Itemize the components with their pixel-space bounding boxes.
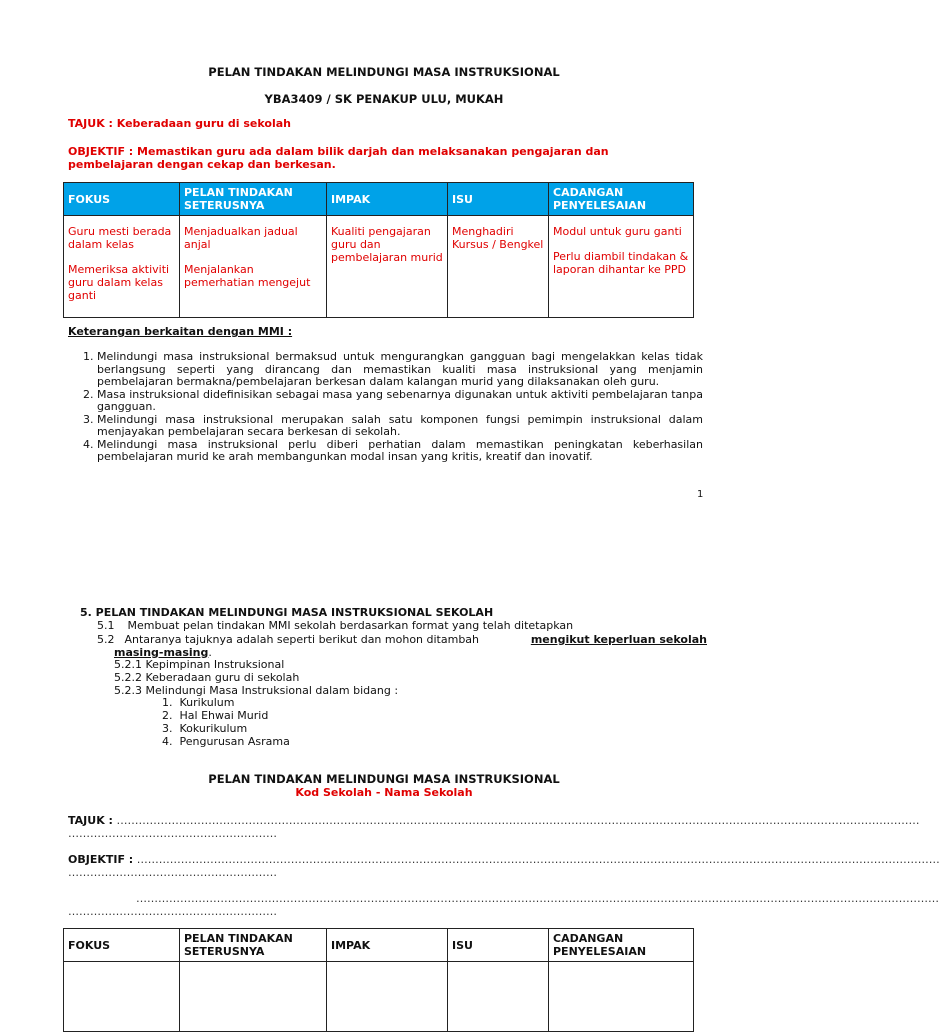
section-heading: 5. PELAN TINDAKAN MELINDUNGI MASA INSTRUKSIONAL SEKOLAH [80,606,494,619]
fokus-item: Guru mesti berada dalam kelas [68,225,172,251]
objektif-label: OBJEKTIF : [68,853,134,866]
bidang-list [162,696,290,748]
header-pelan: PELAN TINDAKAN SETERUSNYA [180,929,327,962]
table-row [64,962,694,1032]
sub-item: 5.2.3 Melindungi Masa Instruksional dalam bidang : [114,684,399,697]
item-5-2-text: Antaranya tajuknya adalah seperti berikut dan mohon ditambah [124,633,480,646]
sub-item: 5.2.2 Keberadaan guru di sekolah [114,671,300,684]
sub-item: 5.2.1 Kepimpinan Instruksional [114,658,285,671]
empty-cell[interactable] [64,962,180,1032]
list-item: 2. Hal Ehwai Murid [162,709,269,722]
empty-cell[interactable] [180,962,327,1032]
objektif-dots-3: ………………………………………………………………………………………………………………………………………………………………………………………………… [136,892,939,905]
item-5-1 [97,619,573,632]
item-5-2-emphasis-2: masing-masing [114,646,209,659]
list-item: 3. Kokurikulum [162,722,248,735]
item-5-1-number: 5.1 [97,619,115,632]
objektif-dots-2: ………………………………………………… [68,866,277,879]
header-fokus: FOKUS [64,183,180,216]
empty-cell[interactable] [448,962,549,1032]
objektif-line-1: OBJEKTIF : Memastikan guru ada dalam bilik darjah dan melaksanakan pengajaran dan [68,145,609,158]
cell-fokus [64,216,180,318]
list-item: 4. Melindungi masa instruksional perlu diberi perhatian dalam memastikan peningkatan keberhasilan pembelajaran murid ke arah membangunkan modal insan yang kritis, kreatif dan inovatif. [97,439,703,464]
cell-isu [448,216,549,318]
blank-action-plan-table [63,928,694,1032]
cadangan-item: Perlu diambil tindakan & laporan dihantar ke PPD [553,250,689,276]
item-5-2-number: 5.2 [97,633,115,646]
header-cadangan: CADANGAN PENYELESAIAN [549,183,694,216]
page-number: 1 [697,489,704,500]
isu-item: Menghadiri Kursus / Bengkel [452,225,544,251]
item-5-2-emphasis-1: mengikut keperluan sekolah [530,633,707,646]
impak-item: Kualiti pengajaran guru dan pembelajaran murid [331,225,443,264]
sub-items [114,658,398,697]
header-cadangan: CADANGAN PENYELESAIAN [549,929,694,962]
objektif-dots-4: ………………………………………………… [68,905,277,918]
tajuk-field [68,814,920,840]
header-pelan: PELAN TINDAKAN SETERUSNYA [180,183,327,216]
cell-pelan [180,216,327,318]
objektif-field [68,853,940,879]
notes-list-container [75,351,703,464]
document-title: PELAN TINDAKAN MELINDUNGI MASA INSTRUKSIONAL [208,65,560,79]
school-name: YBA3409 / SK PENAKUP ULU, MUKAH [264,92,504,106]
table-header-row [64,183,694,216]
list-item: 2. Masa instruksional didefinisikan sebagai masa yang sebenarnya digunakan untuk aktiviti pembelajaran tanpa gangguan. [97,389,703,414]
tajuk-label: TAJUK : [68,814,113,827]
header-isu: ISU [448,929,549,962]
tajuk-line: TAJUK : Keberadaan guru di sekolah [68,117,291,130]
item-5-1-text: Membuat pelan tindakan MMI sekolah berdasarkan format yang telah ditetapkan [127,619,574,632]
header-impak: IMPAK [327,929,448,962]
table-row [64,216,694,318]
cell-impak [327,216,448,318]
list-item: 1. Melindungi masa instruksional bermaksud untuk mengurangkan gangguan bagi mengelakkan kelas tidak berlangsung seperti yang dirancang dan memastikan kualiti masa instruksional yang menjamin pembelajaran bermakna/pembelajaran berkesan dalam kalangan murid yang dilaksanakan oleh guru. [97,351,703,389]
header-isu: ISU [448,183,549,216]
objektif-dots: ………………………………………………………………………………………………………………………………………………………………………………………………… [136,853,940,866]
list-item: 3. Melindungi masa instruksional merupakan salah satu komponen fungsi pemimpin instruksional dalam menjayakan pembelajaran secara berkesan di sekolah. [97,414,703,439]
objektif-block [68,145,609,171]
notes-list [75,351,703,464]
item-5-2-tail: . [208,646,212,659]
list-item: 1. Kurikulum [162,696,235,709]
header-fokus: FOKUS [64,929,180,962]
tajuk-dots: ………………………………………………………………………………………………………………………………………………………………………………………………… [116,814,920,827]
empty-cell[interactable] [327,962,448,1032]
objektif-field-extra [68,892,939,918]
empty-cell[interactable] [549,962,694,1032]
objektif-line-2: pembelajaran dengan cekap dan berkesan. [68,158,336,171]
header-impak: IMPAK [327,183,448,216]
fokus-item: Memeriksa aktiviti guru dalam kelas ganti [68,263,170,302]
cadangan-item: Modul untuk guru ganti [553,225,682,238]
list-item: 4. Pengurusan Asrama [162,735,290,748]
table-header-row [64,929,694,962]
keterangan-heading: Keterangan berkaitan dengan MMI : [68,325,293,338]
cell-cadangan [549,216,694,318]
action-plan-table [63,182,694,318]
template-title: PELAN TINDAKAN MELINDUNGI MASA INSTRUKSIONAL [208,772,560,786]
pelan-item: Menjadualkan jadual anjal [184,225,298,251]
tajuk-dots-2: ………………………………………………… [68,827,277,840]
item-5-2 [97,633,707,659]
template-subtitle: Kod Sekolah - Nama Sekolah [295,786,473,799]
pelan-item: Menjalankan pemerhatian mengejut [184,263,311,289]
